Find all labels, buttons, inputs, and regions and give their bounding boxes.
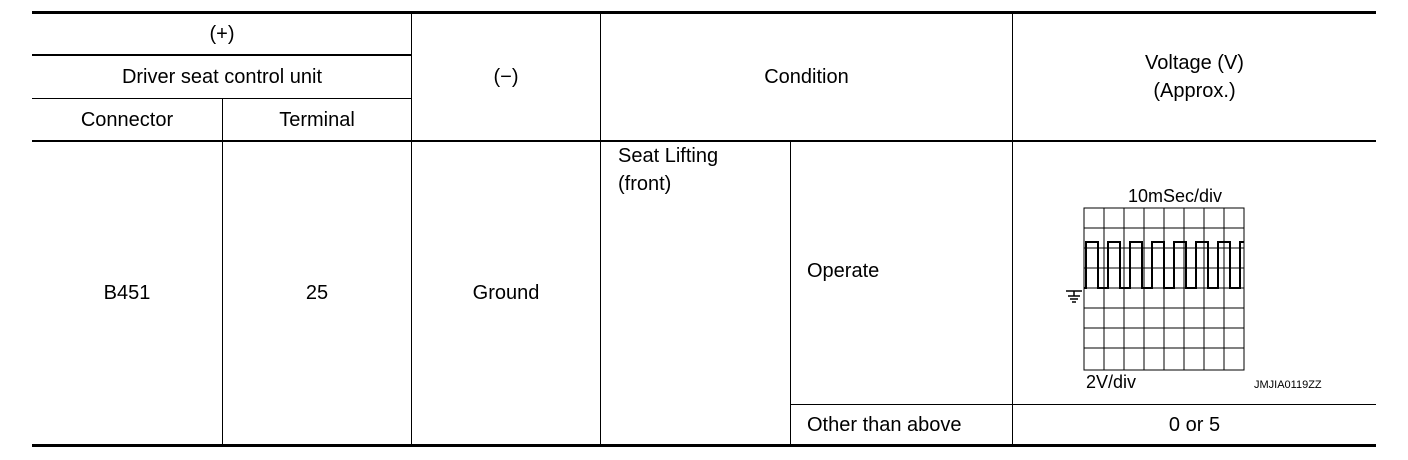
cell-terminal-value: 25 [305,282,329,304]
header-condition: Condition [764,66,849,88]
cell-subcondition-operate: Operate [807,260,880,282]
header-plus: (+) [209,23,235,45]
bottom-border [32,444,1376,447]
waveform-image-code: JMJIA0119ZZ [1254,379,1322,391]
header-minus: (−) [493,66,519,88]
header-voltage-line1: Voltage (V) [1145,52,1244,74]
waveform-volt-div: 2V/div [1086,372,1137,392]
header-unit-name: Driver seat control unit [121,66,323,88]
cell-connector-value: B451 [103,282,151,304]
cell-voltage-other: 0 or 5 [1168,413,1221,436]
header-terminal: Terminal [279,108,355,131]
condition-main-line1: Seat Lifting [618,145,719,167]
cell-subcondition-other: Other than above [807,413,962,436]
cell-ground-value: Ground [472,282,540,304]
condition-main-line2: (front) [618,173,672,195]
cell-condition-main [618,142,788,444]
waveform-figure [1060,178,1350,400]
ground-symbol-icon [1066,291,1082,302]
header-voltage-line2: (Approx.) [1153,80,1236,102]
header-voltage [1013,14,1376,140]
waveform-trace [1084,242,1244,288]
header-connector: Connector [80,108,174,131]
waveform-time-div: 10mSec/div [1128,186,1223,206]
col-divider-condition-sub [790,141,791,445]
